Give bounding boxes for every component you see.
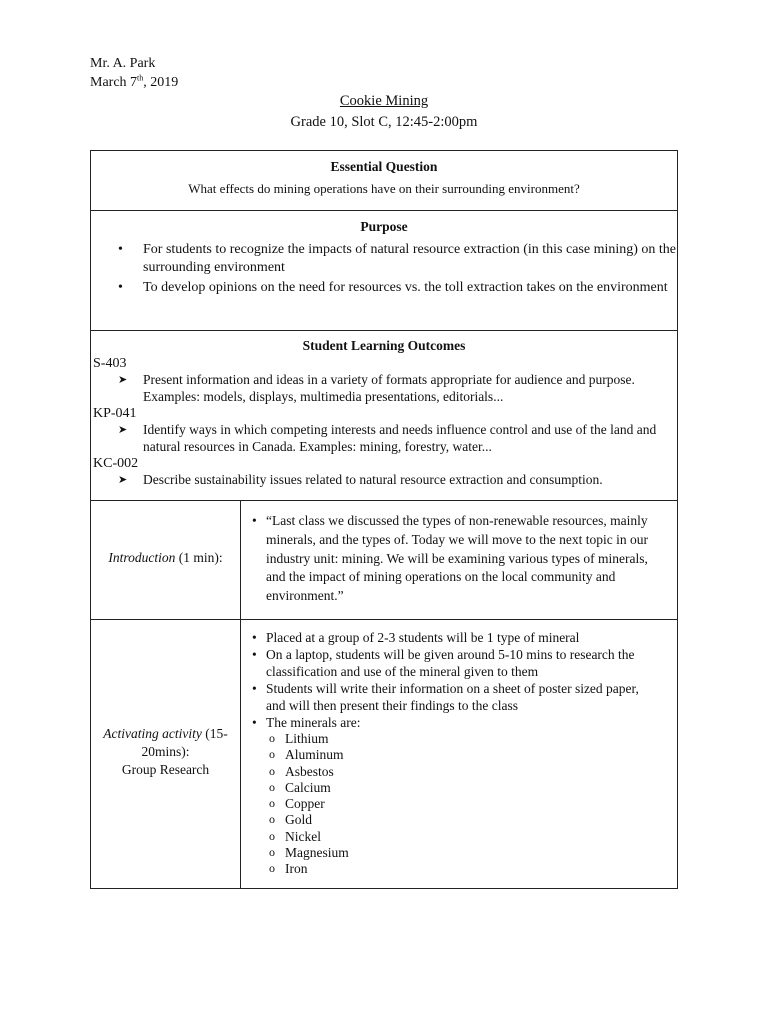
introduction-content-cell bbox=[241, 501, 677, 606]
arrow-bullet-icon: ➤ bbox=[118, 424, 128, 436]
purpose-item: • For students to recognize the impacts of natural resource extraction (in this case mining) on the surrounding environment bbox=[91, 241, 677, 277]
activating-content-cell bbox=[241, 620, 677, 878]
introduction-quote: • “Last class we discussed the types of non-renewable resources, mainly minerals, and the types of. Today we will move to the next topic in our industry unit: mining. We will be examining various types of minerals, and the impact of mining operations on the local community and environment.” bbox=[241, 512, 665, 606]
introduction-row bbox=[90, 501, 678, 620]
minerals-list bbox=[241, 731, 677, 878]
purpose-item: • To develop opinions on the need for resources vs. the toll extraction takes on the environment bbox=[91, 279, 677, 297]
mineral-item: o Aluminum bbox=[241, 747, 677, 763]
date-suffix: th bbox=[137, 73, 144, 83]
activating-label-line2: Group Research bbox=[121, 762, 210, 777]
essential-question-text: What effects do mining operations have on their surrounding environment? bbox=[188, 181, 580, 196]
introduction-label: Introduction (1 min): bbox=[108, 550, 223, 565]
lesson-title: Cookie Mining bbox=[339, 93, 429, 109]
essential-question-heading: Essential Question bbox=[330, 159, 438, 174]
mineral-item: o Copper bbox=[241, 796, 677, 812]
outcome-code: KP-041 bbox=[93, 406, 137, 421]
date-prefix: March 7 bbox=[90, 75, 138, 90]
activating-label-cell bbox=[91, 620, 241, 888]
author-block bbox=[90, 54, 178, 92]
purpose-list bbox=[91, 241, 677, 297]
mineral-item: o Magnesium bbox=[241, 845, 677, 861]
purpose-section bbox=[90, 211, 678, 331]
activating-item: • Placed at a group of 2-3 students will be 1 type of mineral bbox=[241, 629, 657, 646]
activating-item: • The minerals are: bbox=[241, 714, 657, 731]
activating-label: Activating activity (15-20mins): Group Research bbox=[91, 725, 240, 779]
mineral-item: o Calcium bbox=[241, 780, 677, 796]
activating-activity-row bbox=[90, 620, 678, 889]
arrow-bullet-icon: ➤ bbox=[118, 474, 128, 486]
outcomes-heading: Student Learning Outcomes bbox=[302, 338, 466, 353]
purpose-heading: Purpose bbox=[360, 219, 408, 234]
mineral-item: o Gold bbox=[241, 812, 677, 828]
mineral-item: o Asbestos bbox=[241, 764, 677, 780]
outcome-code: S-403 bbox=[93, 356, 127, 371]
date-rest: , 2019 bbox=[143, 75, 179, 90]
outcomes-section bbox=[90, 331, 678, 501]
lesson-subtitle: Grade 10, Slot C, 12:45-2:00pm bbox=[290, 114, 478, 130]
activating-item: • On a laptop, students will be given around 5-10 mins to research the classification and use of the mineral given to them bbox=[241, 646, 657, 680]
introduction-list bbox=[241, 512, 677, 606]
outcome-item: ➤ Describe sustainability issues related to natural resource extraction and consumption. bbox=[118, 472, 603, 487]
mineral-item: o Lithium bbox=[241, 731, 677, 747]
mineral-item: o Iron bbox=[241, 861, 677, 877]
outcome-item: ➤ Identify ways in which competing interests and needs influence control and use of the land and natural resources in Canada. Examples: mining, forestry, water... bbox=[118, 422, 657, 454]
essential-question-section bbox=[90, 150, 678, 211]
introduction-label-cell bbox=[91, 501, 241, 619]
arrow-bullet-icon: ➤ bbox=[118, 374, 128, 386]
activating-list bbox=[241, 629, 677, 731]
outcome-item: ➤ Present information and ideas in a variety of formats appropriate for audience and purpose. Examples: models, displays, multimedia presentations, editorials... bbox=[118, 372, 635, 404]
outcome-code: KC-002 bbox=[93, 456, 139, 471]
activating-item: • Students will write their information on a sheet of poster sized paper, and will then present their findings to the class bbox=[241, 680, 657, 714]
lesson-date bbox=[90, 73, 178, 92]
mineral-item: o Nickel bbox=[241, 829, 677, 845]
teacher-name: Mr. A. Park bbox=[90, 56, 156, 71]
